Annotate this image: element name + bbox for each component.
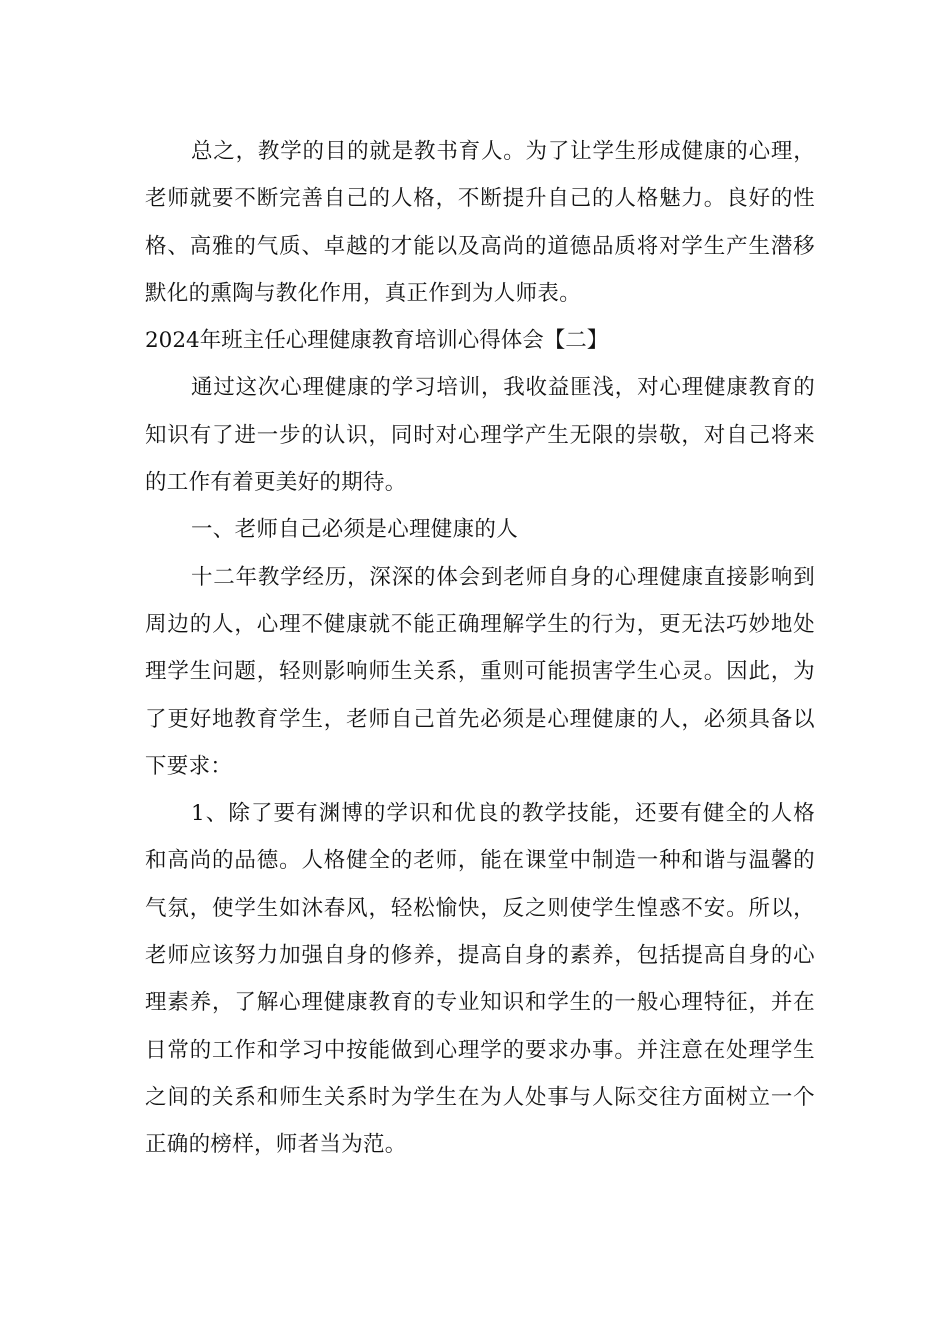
- section-heading: 2024年班主任心理健康教育培训心得体会【二】: [145, 328, 609, 354]
- subheading-point-one: 一、老师自己必须是心理健康的人: [191, 517, 519, 543]
- paragraph-experience: 十二年教学经历，深深的体会到老师自身的心理健康直接影响到周边的人，心理不健康就不能正确理解学生的行为，更无法巧妙地处理学生问题，轻则影响师生关系，重则可能损害学生心灵。因此，为了更好地教育学生，老师自己首先必须是心理健康的人，必须具备以下要求：: [145, 564, 815, 779]
- paragraph-requirement-one: 1、除了要有渊博的学识和优良的教学技能，还要有健全的人格和高尚的品德。人格健全的老师，能在课堂中制造一种和谐与温馨的气氛，使学生如沐春风，轻松愉快，反之则使学生惶惑不安。所以，老师应该努力加强自身的修养，提高自身的素养，包括提高自身的心理素养，了解心理健康教育的专业知识和学生的一般心理特征，并在日常的工作和学习中按能做到心理学的要求办事。并注意在处理学生之间的关系和师生关系时为学生在为人处事与人际交往方面树立一个正确的榜样，师者当为范。: [145, 801, 815, 1158]
- document-body: [145, 128, 815, 1169]
- paragraph-intro: 通过这次心理健康的学习培训，我收益匪浅，对心理健康教育的知识有了进一步的认识，同时对心理学产生无限的崇敬，对自己将来的工作有着更美好的期待。: [145, 375, 815, 496]
- paragraph-conclusion: 总之，教学的目的就是教书育人。为了让学生形成健康的心理，老师就要不断完善自己的人格，不断提升自己的人格魅力。良好的性格、高雅的气质、卓越的才能以及高尚的道德品质将对学生产生潜移默化的熏陶与教化作用，真正作到为人师表。: [145, 139, 815, 306]
